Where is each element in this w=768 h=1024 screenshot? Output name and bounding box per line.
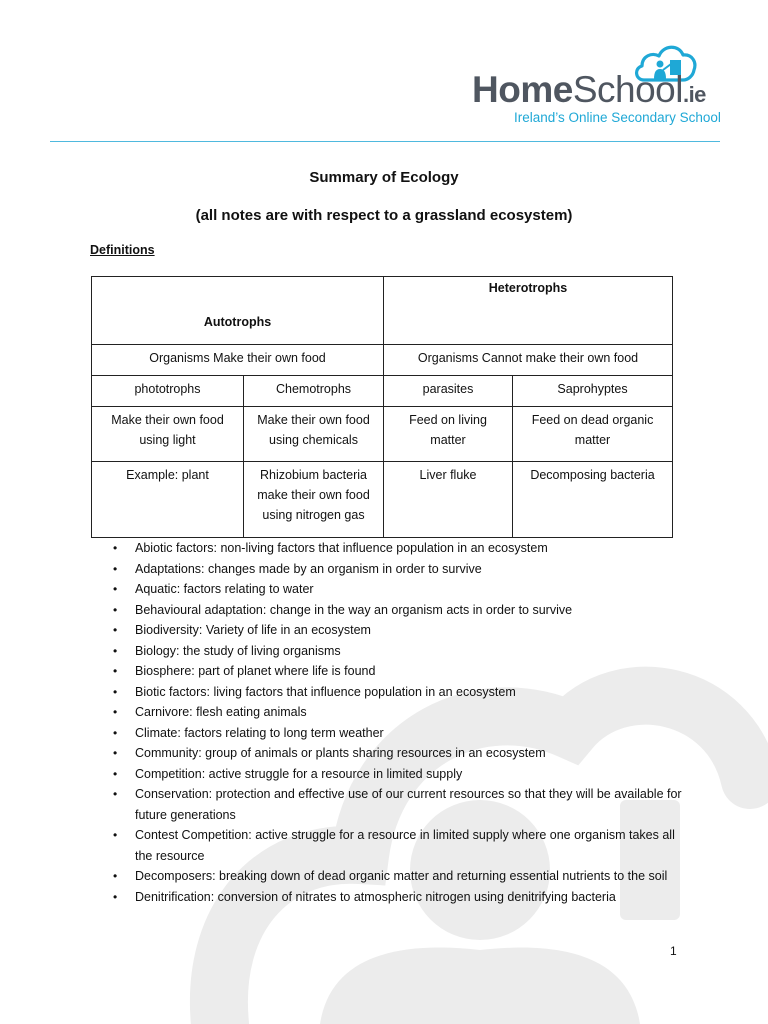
table-row (92, 277, 673, 345)
list-item (0, 887, 768, 908)
definition-text: Biosphere: part of planet where life is found (135, 664, 376, 678)
bullet-icon: • (113, 746, 118, 760)
definition-text: Climate: factors relating to long term weather (135, 725, 384, 740)
list-item (0, 559, 768, 580)
table-cell: Feed on living matter (384, 406, 513, 461)
table-cell: Make their own food using light (92, 406, 244, 461)
bullet-icon: • (113, 889, 118, 904)
list-item (0, 538, 768, 559)
list-item (0, 682, 768, 703)
logo-word-home: Home (472, 69, 573, 110)
bullet-icon: • (113, 541, 118, 555)
homeschool-logo[interactable] (470, 40, 730, 130)
header-divider (50, 141, 720, 142)
definition-text: Denitrification: conversion of nitrates to atmospheric nitrogen using denitrifying bacteria (135, 889, 616, 904)
definition-text: Adaptations: changes made by an organism in order to survive (135, 561, 482, 576)
bullet-icon: • (113, 623, 118, 637)
list-item (0, 784, 768, 825)
definition-text: Competition: active struggle for a resource in limited supply (135, 766, 463, 781)
definition-text: Behavioural adaptation: change in the way an organism acts in order to survive (135, 602, 573, 617)
list-item (0, 600, 768, 621)
heterotrophs-header: Heterotrophs (384, 277, 673, 345)
table-row (92, 461, 673, 537)
list-item (0, 866, 768, 887)
table-cell: Liver fluke (384, 461, 513, 537)
definitions-list (0, 538, 768, 907)
definition-text: Abiotic factors: non-living factors that influence population in an ecosystem (135, 541, 548, 555)
definition-text: Biodiversity: Variety of life in an ecosystem (135, 623, 371, 637)
table-cell: Make their own food using chemicals (244, 406, 384, 461)
bullet-icon: • (113, 766, 118, 781)
bullet-icon: • (113, 705, 118, 719)
autotrophs-description: Organisms Make their own food (92, 345, 384, 376)
definitions-heading: Definitions (90, 243, 155, 257)
list-item (0, 620, 768, 641)
definition-text: Biology: the study of living organisms (135, 643, 341, 658)
table-cell: Feed on dead organic matter (513, 406, 673, 461)
logo-word-school: School (572, 69, 683, 110)
list-item (0, 743, 768, 764)
autotrophs-header: Autotrophs (92, 277, 384, 345)
list-item (0, 579, 768, 600)
list-item (0, 702, 768, 723)
logo-wordmark (472, 70, 706, 115)
table-row (92, 376, 673, 407)
table-cell: Chemotrophs (244, 376, 384, 407)
bullet-icon: • (113, 828, 118, 842)
bullet-icon: • (113, 725, 118, 740)
definition-text: Decomposers: breaking down of dead organic matter and returning essential nutrients to the soil (135, 869, 668, 883)
page-subtitle: (all notes are with respect to a grassland ecosystem) (195, 207, 573, 224)
definition-text: Biotic factors: living factors that influence population in an ecosystem (135, 684, 516, 699)
definitions-table (91, 276, 673, 538)
bullet-icon: • (113, 869, 118, 883)
table-cell: parasites (384, 376, 513, 407)
definition-text: Conservation: protection and effective use of our current resources so that they will be available for future generations (135, 787, 682, 822)
bullet-icon: • (113, 602, 118, 617)
logo-word-ie: .ie (682, 82, 706, 107)
definition-text: Carnivore: flesh eating animals (135, 705, 307, 719)
bullet-icon: • (113, 787, 118, 801)
bullet-icon: • (113, 561, 118, 576)
list-item (0, 825, 768, 866)
logo-tagline: Ireland’s Online Secondary School (514, 110, 721, 125)
bullet-icon: • (113, 684, 118, 699)
list-item (0, 723, 768, 744)
bullet-icon: • (113, 582, 118, 596)
table-cell: phototrophs (92, 376, 244, 407)
list-item (0, 764, 768, 785)
table-row (92, 345, 673, 376)
definition-text: Community: group of animals or plants sharing resources in an ecosystem (135, 746, 546, 760)
table-cell: Saprohyptes (513, 376, 673, 407)
definition-text: Contest Competition: active struggle for a resource in limited supply where one organism takes all the resource (135, 828, 675, 863)
bullet-icon: • (113, 643, 118, 658)
definition-text: Aquatic: factors relating to water (135, 582, 314, 596)
bullet-icon: • (113, 664, 118, 678)
table-row (92, 406, 673, 461)
list-item (0, 661, 768, 682)
page-number: 1 (670, 944, 677, 958)
table-cell: Decomposing bacteria (513, 461, 673, 537)
list-item (0, 641, 768, 662)
table-cell: Example: plant (92, 461, 244, 537)
page-title: Summary of Ecology (309, 169, 459, 186)
table-cell: Rhizobium bacteria make their own food using nitrogen gas (244, 461, 384, 537)
heterotrophs-description: Organisms Cannot make their own food (384, 345, 673, 376)
